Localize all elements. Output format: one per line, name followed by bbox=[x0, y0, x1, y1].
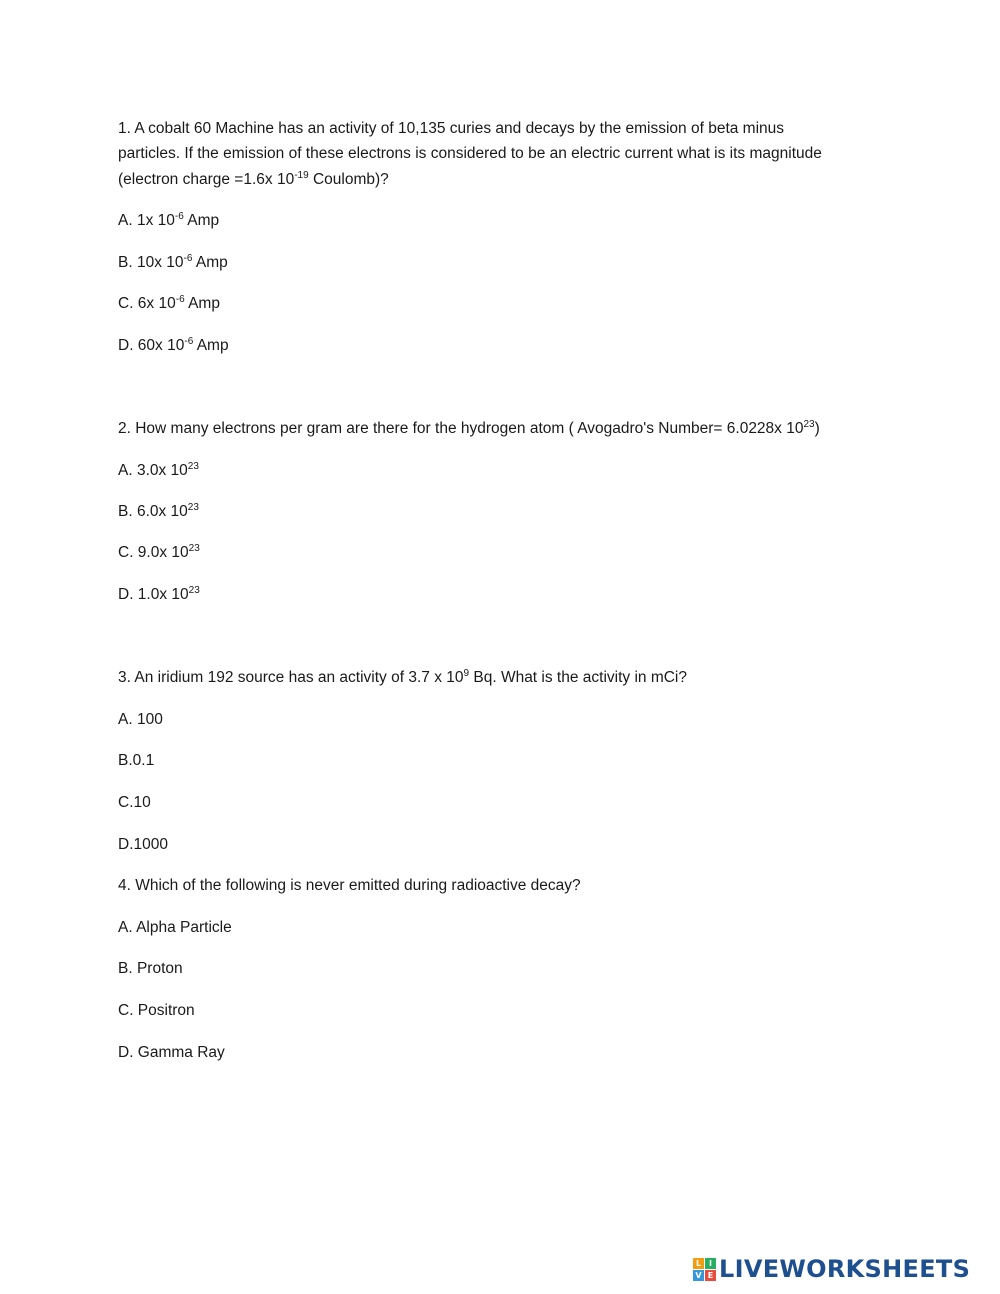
logo-tile: L bbox=[693, 1258, 704, 1269]
question-2-option-d: D. 1.0x $10^{23}$ bbox=[118, 585, 200, 603]
question-3-option-d: D.1000 bbox=[118, 836, 168, 853]
question-1-option-d: D. 60x $10^{-6}$ Amp bbox=[118, 336, 229, 354]
question-4-option-d: D. Gamma Ray bbox=[118, 1044, 225, 1061]
question-2-line-1: 2. How many electrons per gram are there for the hydrogen atom ( Avogadro's Number= 6.0228x $10^{23}$) bbox=[118, 419, 820, 437]
question-3-option-c: C.10 bbox=[118, 794, 151, 811]
question-4-line-1: 4. Which of the following is never emitted during radioactive decay? bbox=[118, 877, 581, 894]
logo-tile: E bbox=[705, 1270, 716, 1281]
question-4-option-c: C. Positron bbox=[118, 1002, 195, 1019]
question-2-option-a: A. 3.0x $10^{23}$ bbox=[118, 461, 199, 479]
question-2-option-b: B. 6.0x $10^{23}$ bbox=[118, 502, 199, 520]
question-4-option-a: A. Alpha Particle bbox=[118, 919, 232, 936]
question-1-option-a: A. 1x $10^{-6}$ Amp bbox=[118, 211, 220, 229]
logo-mark-icon bbox=[693, 1258, 716, 1281]
question-1-line-3: (electron charge =1.6x $10^{-19}$ Coulomb)? bbox=[118, 170, 389, 188]
logo-tile: I bbox=[705, 1258, 716, 1269]
question-1-option-c: C. 6x $10^{-6}$ Amp bbox=[118, 294, 220, 312]
question-3-option-b: B.0.1 bbox=[118, 752, 155, 769]
question-3-option-a: A. 100 bbox=[118, 711, 163, 728]
logo-tile: V bbox=[693, 1270, 704, 1281]
question-2-option-c: C. 9.0x $10^{23}$ bbox=[118, 543, 200, 561]
logo-text: LIVEWORKSHEETS bbox=[719, 1255, 971, 1283]
question-1-line-1: 1. A cobalt 60 Machine has an activity of 10,135 curies and decays by the emission of beta minus bbox=[118, 120, 785, 137]
liveworksheets-logo bbox=[693, 1254, 970, 1284]
question-4-option-b: B. Proton bbox=[118, 960, 183, 977]
question-1-line-2: particles. If the emission of these electrons is considered to be an electric current what is its magnitude bbox=[118, 145, 822, 162]
question-1-option-b: B. 10x $10^{-6}$ Amp bbox=[118, 253, 228, 271]
question-3-line-1: 3. An iridium 192 source has an activity of 3.7 x $10^9$ Bq. What is the activity in mCi? bbox=[118, 668, 687, 686]
